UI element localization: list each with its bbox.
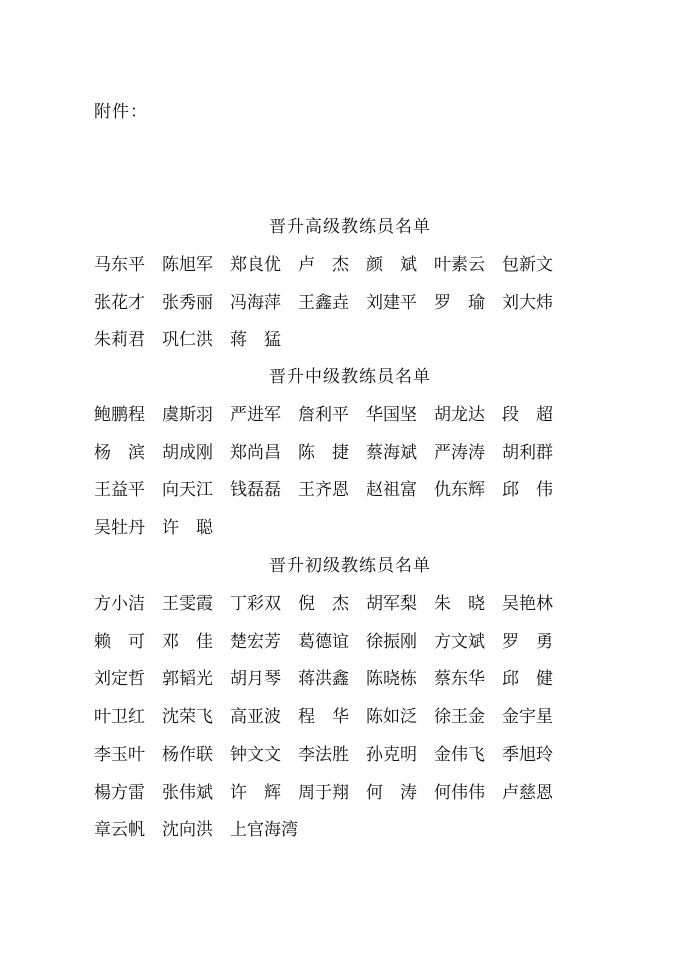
person-name: 李法胜 xyxy=(298,744,349,765)
person-name: 金宇星 xyxy=(502,707,553,728)
person-name: 胡成刚 xyxy=(162,442,213,463)
person-name: 仇东辉 xyxy=(434,480,485,501)
person-name: 张花才 xyxy=(94,292,145,313)
person-name: 胡月琴 xyxy=(230,669,281,690)
person-name: 胡利群 xyxy=(502,442,553,463)
person-name: 陈旭军 xyxy=(162,255,213,275)
person-name: 许 辉 xyxy=(230,782,281,803)
person-name: 孙克明 xyxy=(366,744,417,765)
person-name: 严涛涛 xyxy=(434,442,485,463)
person-name: 赵祖富 xyxy=(366,480,417,501)
section-title: 晋升高级教练员名单 xyxy=(269,217,431,237)
person-name: 巩仁洪 xyxy=(162,330,213,351)
person-name: 杨 滨 xyxy=(94,442,145,463)
person-name: 卢 杰 xyxy=(298,255,349,275)
person-name: 邱 健 xyxy=(502,669,553,690)
person-name: 段 超 xyxy=(502,405,553,425)
person-name: 周于翔 xyxy=(298,782,349,803)
person-name: 刘大炜 xyxy=(502,292,553,313)
person-name: 罗 勇 xyxy=(502,631,553,652)
person-name: 严进军 xyxy=(230,405,281,425)
person-name: 高亚波 xyxy=(230,707,281,728)
person-name: 郑尚昌 xyxy=(230,442,281,463)
person-name: 颜 斌 xyxy=(366,255,417,275)
person-name: 邱 伟 xyxy=(502,480,553,501)
section-title: 晋升初级教练员名单 xyxy=(269,556,431,576)
person-name: 朱 晓 xyxy=(434,594,485,614)
person-name: 詹利平 xyxy=(298,405,349,425)
person-name: 许 聪 xyxy=(162,518,213,539)
person-name: 蔡东华 xyxy=(434,669,485,690)
person-name: 叶素云 xyxy=(434,255,485,275)
person-name: 陈如泛 xyxy=(366,707,417,728)
person-name: 冯海萍 xyxy=(230,292,281,313)
person-name: 郭韬光 xyxy=(162,669,213,690)
person-name: 蒋 猛 xyxy=(230,330,281,351)
person-name: 胡军梨 xyxy=(366,594,417,614)
person-name: 蔡海斌 xyxy=(366,442,417,463)
person-name: 楊方雷 xyxy=(94,782,145,803)
person-name: 方小洁 xyxy=(94,594,145,614)
person-name: 上官海湾 xyxy=(230,820,298,841)
person-name: 陈 捷 xyxy=(298,442,349,463)
person-name: 金伟飞 xyxy=(434,744,485,765)
person-name: 王益平 xyxy=(94,480,145,501)
person-name: 方文斌 xyxy=(434,631,485,652)
person-name: 李玉叶 xyxy=(94,744,145,765)
person-name: 向天江 xyxy=(162,480,213,501)
person-name: 罗 瑜 xyxy=(434,292,485,313)
person-name: 徐王金 xyxy=(434,707,485,728)
person-name: 卢慈恩 xyxy=(502,782,553,803)
person-name: 鲍鹏程 xyxy=(94,405,145,425)
person-name: 季旭玲 xyxy=(502,744,553,765)
person-name: 邓 佳 xyxy=(162,631,213,652)
person-name: 杨作联 xyxy=(162,744,213,765)
person-name: 钱磊磊 xyxy=(230,480,281,501)
person-name: 何伟伟 xyxy=(434,782,485,803)
person-name: 王鑫垚 xyxy=(298,292,349,313)
person-name: 王齐恩 xyxy=(298,480,349,501)
person-name: 华国坚 xyxy=(366,405,417,425)
person-name: 倪 杰 xyxy=(298,594,349,614)
person-name: 马东平 xyxy=(94,255,145,275)
person-name: 刘建平 xyxy=(366,292,417,313)
person-name: 王雯霞 xyxy=(162,594,213,614)
person-name: 吴牡丹 xyxy=(94,518,145,539)
person-name: 赖 可 xyxy=(94,631,145,652)
person-name: 虞斯羽 xyxy=(162,405,213,425)
person-name: 楚宏芳 xyxy=(230,631,281,652)
person-name: 包新文 xyxy=(502,255,553,275)
person-name: 沈荣飞 xyxy=(162,707,213,728)
person-name: 刘定哲 xyxy=(94,669,145,690)
section-title: 晋升中级教练员名单 xyxy=(269,367,431,387)
attachment-label: 附件： xyxy=(94,102,148,122)
person-name: 陈晓栋 xyxy=(366,669,417,690)
person-name: 章云帆 xyxy=(94,820,145,841)
person-name: 钟文文 xyxy=(230,744,281,765)
person-name: 徐振刚 xyxy=(366,631,417,652)
person-name: 叶卫红 xyxy=(94,707,145,728)
person-name: 郑良优 xyxy=(230,255,281,275)
person-name: 蒋洪鑫 xyxy=(298,669,349,690)
person-name: 丁彩双 xyxy=(230,594,281,614)
person-name: 程 华 xyxy=(298,707,349,728)
person-name: 沈向洪 xyxy=(162,820,213,841)
person-name: 胡龙达 xyxy=(434,405,485,425)
person-name: 张伟斌 xyxy=(162,782,213,803)
person-name: 张秀丽 xyxy=(162,292,213,313)
person-name: 何 涛 xyxy=(366,782,417,803)
person-name: 吴艳林 xyxy=(502,594,553,614)
person-name: 朱莉君 xyxy=(94,330,145,351)
person-name: 葛德谊 xyxy=(298,631,349,652)
